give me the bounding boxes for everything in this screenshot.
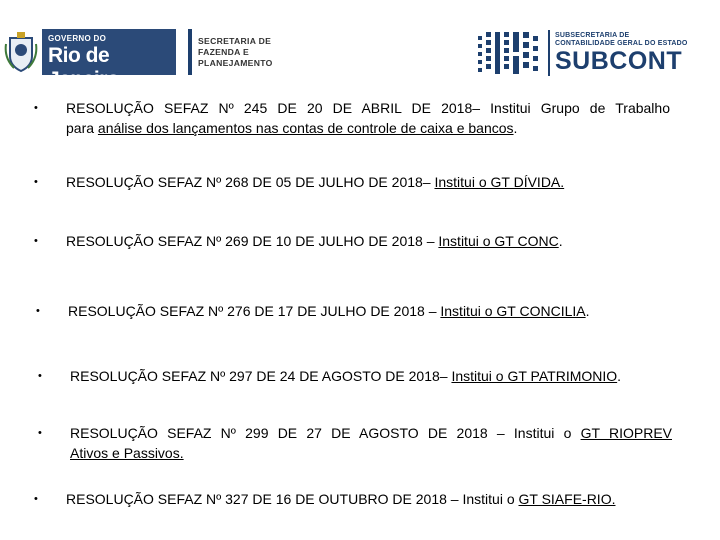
subcont-grid-icon bbox=[474, 30, 544, 76]
bullet: • bbox=[34, 176, 38, 188]
item-text: . bbox=[513, 120, 518, 136]
item-link[interactable]: Institui o GT CONCILIA bbox=[440, 303, 586, 319]
header-left bbox=[0, 26, 273, 91]
item-link[interactable]: Institui o GT DÍVIDA. bbox=[434, 174, 565, 190]
bullet: • bbox=[36, 305, 40, 317]
item-text: . bbox=[585, 303, 590, 319]
header-right bbox=[474, 28, 688, 78]
subcont-label: SUBCONT bbox=[555, 47, 683, 75]
rio-label: Rio de Janeiro bbox=[48, 44, 120, 91]
bullet: • bbox=[34, 102, 38, 114]
sub-line: CONTABILIDADE GERAL DO ESTADO bbox=[555, 40, 688, 47]
divider bbox=[188, 29, 192, 75]
item-link[interactable]: Institui o GT CONC bbox=[438, 233, 559, 249]
sec-line: SECRETARIA DE bbox=[198, 35, 272, 46]
list-item bbox=[66, 98, 670, 118]
list-item-cont bbox=[66, 118, 670, 138]
item-text: RESOLUÇÃO SEFAZ Nº 245 DE 20 DE ABRIL DE 2018– Institui Grupo de Trabalho bbox=[66, 100, 670, 116]
item-text: RESOLUÇÃO SEFAZ Nº 297 DE 24 DE AGOSTO DE 2018– bbox=[70, 368, 452, 384]
list-item-cont bbox=[70, 443, 184, 463]
sub-line: SUBSECRETARIA DE bbox=[555, 32, 630, 39]
rio-logo bbox=[42, 29, 176, 91]
bullet: • bbox=[38, 370, 42, 382]
subcont-logo bbox=[555, 32, 688, 74]
list-item bbox=[70, 366, 621, 386]
item-text: RESOLUÇÃO SEFAZ Nº 327 DE 16 DE OUTUBRO DE 2018 – Institui o bbox=[66, 491, 519, 507]
sec-line: PLANEJAMENTO bbox=[198, 57, 273, 68]
divider bbox=[548, 30, 550, 76]
bullet: • bbox=[38, 427, 42, 439]
coat-of-arms-icon bbox=[4, 30, 38, 74]
item-link[interactable]: GT RIOPREV bbox=[580, 425, 672, 441]
list-item bbox=[66, 231, 563, 251]
gov-label: GOVERNO DO bbox=[48, 34, 107, 43]
item-text: RESOLUÇÃO SEFAZ Nº 268 DE 05 DE JULHO DE 2018– bbox=[66, 174, 435, 190]
sec-line: FAZENDA E bbox=[198, 46, 250, 57]
item-link[interactable]: Ativos e Passivos. bbox=[70, 445, 184, 461]
item-text: . bbox=[617, 368, 622, 384]
list-item bbox=[68, 301, 590, 321]
secretaria-logo bbox=[198, 36, 273, 69]
item-text: RESOLUÇÃO SEFAZ Nº 299 DE 27 DE AGOSTO DE 2018 – Institui o bbox=[70, 425, 581, 441]
item-text: para bbox=[66, 120, 98, 136]
item-link[interactable]: análise dos lançamentos nas contas de controle de caixa e bancos bbox=[97, 120, 514, 136]
item-text: RESOLUÇÃO SEFAZ Nº 276 DE 17 DE JULHO DE 2018 – bbox=[68, 303, 441, 319]
item-text: RESOLUÇÃO SEFAZ Nº 269 DE 10 DE JULHO DE 2018 – bbox=[66, 233, 439, 249]
item-link[interactable]: GT SIAFE-RIO. bbox=[518, 491, 616, 507]
list-item bbox=[66, 489, 615, 509]
item-link[interactable]: Institui o GT PATRIMONIO bbox=[451, 368, 618, 384]
list-item bbox=[66, 172, 564, 192]
bullet: • bbox=[34, 235, 38, 247]
item-text: . bbox=[558, 233, 563, 249]
bullet: • bbox=[34, 493, 38, 505]
list-item bbox=[70, 423, 672, 443]
